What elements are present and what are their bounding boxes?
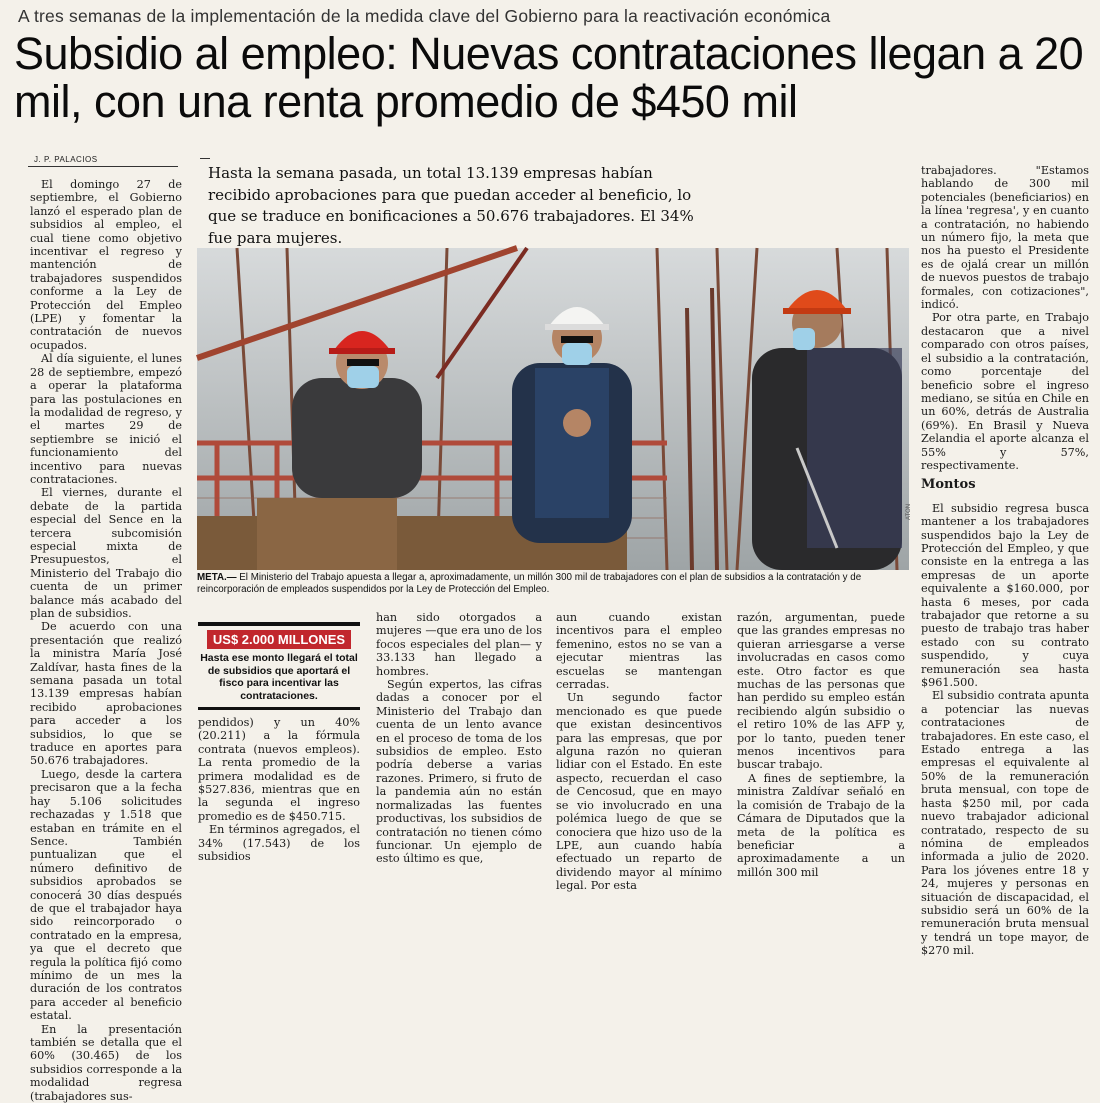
paragraph: Por otra parte, en Trabajo destacaron que a nivel comparado con otros países, el subsidio a la contratación, como porcentaje del beneficio sobre el ingreso mediano, se sitúa en Chile en un 60%, detrás de Australia (69%). En Brasil y Nueva Zelandia el aporte alcanza el 55% y 57%, respectivamente. [921,311,1089,472]
paragraph: El domingo 27 de septiembre, el Gobierno lanzó el esperado plan de subsidios al empleo, el cual tiene como objetivo incentivar el regreso y mantención de trabajadores suspendidos conforme a la Ley de Protección del Empleo (LPE) y fomentar la contratación de nuevos ocupados. [30,178,182,352]
paragraph: Según expertos, las cifras dadas a conocer por el Ministerio del Trabajo dan cuenta de un lento avance en el proceso de toma de los subsidios de empleo. Esto podría deberse a varias razones. Primero, si fruto de la pandemia aún no están normalizadas las fuentes productivas, los subsidios de contratación no tienen cómo funcionar. Un ejemplo de esto último es que, [376,678,542,866]
headline: Subsidio al empleo: Nuevas contrataciones llegan a 20 mil, con una renta promedio de $450 mil [14,28,1084,127]
paragraph: Un segundo factor mencionado es que puede que existan desincentivos para las empresas, que por alguna razón no quieran lidiar con el Estado. En este aspecto, recuerdan el caso de Cencosud, que en mayo se vio involucrado en una polémica luego de que se conociera que hizo uso de la LPE, aun cuando había efectuado un reparto de dividendo mayor al mínimo legal. Por esta [556,691,722,893]
highlight-title: US$ 2.000 MILLONES [207,630,351,649]
lead-marker [200,158,210,159]
paragraph: En términos agregados, el 34% (17.543) de los subsidios [198,823,360,864]
paragraph: En la presentación también se detalla que el 60% (30.465) de los subsidios corresponde a la modalidad regresa (trabajadores sus- [30,1022,182,1103]
paragraph: aun cuando existan incentivos para el empleo femenino, estos no se van a ejecutar mientras las escuelas se mantengan cerradas. [556,611,722,692]
caption-label: META.— [197,572,237,583]
subhead-montos: Montos [921,477,976,493]
news-photo [197,248,909,570]
paragraph: razón, argumentan, puede que las grandes empresas no quieran arriesgarse a verse involucradas en casos como este. Otro factor es que muchas de las personas que han perdido su empleo están recibiendo algún subsidio o el retiro 10% de las AFP y, por lo tanto, pueden tener menos incentivos para buscar trabajo. [737,611,905,772]
paragraph: De acuerdo con una presentación que realizó la ministra María José Zaldívar, hasta fines de la semana pasada un total 13.139 empresas habían recibido aprobaciones para acceder a los subsidios, lo que se traduce en aportes para 50.676 trabajadores. [30,620,182,768]
highlight-body: Hasta ese monto llegará el total de subsidios que aportará el fisco para incentivar las contrataciones. [200,652,358,702]
article-column-2 [198,716,360,864]
paragraph: El subsidio regresa busca mantener a los trabajadores suspendidos bajo la Ley de Protección del Empleo, y que consiste en la entrega a las empresas de un aporte equivalente a $160.000, por hasta 6 meses, por cada trabajador que retorne a su puesto de trabajo tras haber estado con su contrato suspendido, y cuya remuneración sea hasta $961.500. [921,501,1089,690]
caption-text: El Ministerio del Trabajo apuesta a llegar a, aproximadamente, un millón 300 mil de trabajadores con el plan de subsidios a la contratación y de reincorporación de empleados suspendidos por la Ley de Protección del Empleo. [197,572,862,595]
byline: J. P. PALACIOS [34,155,98,164]
paragraph: trabajadores. "Estamos hablando de 300 mil potenciales (beneficiarios) en la línea 'regresa', y en cuanto a contratación, no habiendo un número fijo, la meta que nos ha puesto el Presidente es de ojalá crear un millón de nuevos puestos de trabajo formales, con cotizaciones", indicó. [921,164,1089,312]
lead-deck: Hasta la semana pasada, un total 13.139 empresas habían recibido aprobaciones para que puedan acceder al beneficio, lo que se traduce en bonificaciones a 50.676 trabajadores. El 34% fue para mujeres. [208,164,694,247]
article-column-1 [30,178,182,1103]
paragraph: A fines de septiembre, la ministra Zaldívar señaló en la comisión de Trabajo de la Cámara de Diputados que la meta de la política es beneficiar a aproximadamente a un millón 300 mil [737,771,905,879]
byline-rule [28,166,178,167]
workers-photo-illustration [197,248,909,570]
highlight-box [198,622,360,710]
highlight-rule [198,707,360,710]
paragraph: El viernes, durante el debate de la partida especial del Sence en la tercera subcomisión especial mixta de Presupuestos, el Ministerio del Trabajo dio cuenta de un primer balance más acabado del plan de subsidios. [30,486,182,620]
photo-credit: ATON [906,503,912,520]
paragraph: han sido otorgados a mujeres —que era uno de los focos especiales del plan— y 33.133 han llegado a hombres. [376,611,542,678]
photo-caption [197,572,909,596]
paragraph: El subsidio contrata apunta a potenciar las nuevas contrataciones de trabajadores. En este caso, el Estado entrega a las empresas el equivalente al 50% de la remuneración bruta mensual, con tope de hasta $250 mil, por cada nuevo trabajador adicional contratado, respecto de su nómina de empleados informada a julio de 2020. Para los jóvenes entre 18 y 24, mujeres y personas en situación de discapacidad, el subsidio será un 60% de la remuneración bruta mensual y tendrá un tope mayor, de $270 mil. [921,689,1089,958]
article-column-4 [556,611,722,893]
article-column-5 [737,611,905,879]
paragraph: Al día siguiente, el lunes 28 de septiembre, empezó a operar la plataforma para las postulaciones en la modalidad de regreso, y el martes 29 de septiembre se inició el funcionamiento del incentivo para nuevas contrataciones. [30,352,182,486]
article-column-3 [376,611,542,866]
paragraph: pendidos) y un 40% (20.211) a la fórmula contrata (nuevos empleos). La renta promedio de la primera modalidad es de $527.836, mientras que en la segunda el ingreso promedio es de $450.715. [198,716,360,823]
kicker: A tres semanas de la implementación de la medida clave del Gobierno para la reactivación económica [18,6,831,26]
paragraph: Luego, desde la cartera precisaron que a la fecha hay 5.106 solicitudes rechazadas y 1.518 que estaban en trámite en el Sence. También puntualizan que el número definitivo de subsidios aprobados se conocerá 30 días después de que el trabajador haya sido reincorporado o contratado en la empresa, ya que el decreto que regula la política fijó como mínimo de un mes la duración de los contratos para acceder al beneficio estatal. [30,767,182,1023]
article-column-6 [921,164,1089,958]
